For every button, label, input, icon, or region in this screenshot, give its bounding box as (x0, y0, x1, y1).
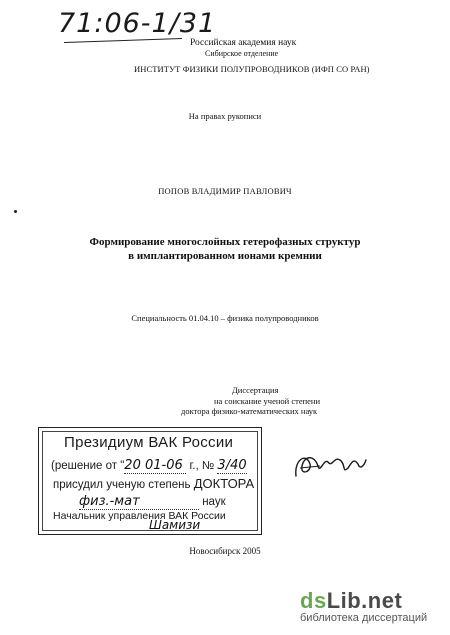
margin-dot (14, 210, 17, 213)
thesis-title-line-2: в имплантированном ионами кремнии (128, 250, 322, 262)
stamp-degree: ДОКТОРА (193, 476, 255, 491)
dslib-logo (300, 588, 450, 614)
academy-name: Российская академия наук (190, 38, 297, 48)
stamp-title: Президиум ВАК России (64, 434, 234, 451)
city-year: Новосибирск 2005 (189, 546, 261, 556)
stamp-awarded-line (53, 476, 254, 491)
stamp-chief-line: Начальник управления ВАК России (53, 510, 226, 522)
stamp-decision-prefix: (решение от " (51, 460, 125, 472)
dslib-logo-ds: ds (300, 588, 327, 613)
rights-note: На правах рукописи (188, 111, 262, 121)
specialty-line: Специальность 01.04.10 – физика полупроводников (131, 313, 319, 323)
stamp-decision-line (51, 458, 247, 474)
dslib-subtitle: библиотека диссертаций (300, 612, 428, 624)
author-signature (290, 446, 370, 486)
author-name: ПОПОВ ВЛАДИМИР ПАВЛОВИЧ (158, 186, 292, 196)
stamp-field: физ.-мат (79, 494, 199, 510)
stamp-decision-number: 3/40 (217, 458, 247, 473)
stamp-nauk: наук (202, 496, 226, 508)
stamp-chief-signature: Шамизи (149, 518, 201, 532)
dissertation-field-line: доктора физико-математических наук (181, 406, 318, 416)
institute-name: ИНСТИТУТ ФИЗИКИ ПОЛУПРОВОДНИКОВ (ИФП СО РАН) (134, 64, 370, 74)
dslib-logo-lib: Lib.net (326, 588, 403, 613)
stamp-field-line (79, 494, 226, 510)
stamp-decision-mid: г., № (189, 460, 215, 472)
vak-stamp (38, 427, 262, 535)
dslib-watermark[interactable] (300, 588, 450, 624)
stamp-decision-date: 20 01-06 (124, 458, 186, 474)
thesis-title-line-1: Формирование многослойных гетерофазных структур (89, 236, 361, 248)
stamp-awarded-prefix: присудил ученую степень (53, 479, 191, 491)
dissertation-label: Диссертация (232, 385, 279, 395)
dissertation-degree-line: на соискание ученой степени (214, 396, 321, 406)
branch-name: Сибирское отделение (205, 49, 279, 58)
archive-number-handwritten: 71:06-1/31 (58, 8, 217, 39)
